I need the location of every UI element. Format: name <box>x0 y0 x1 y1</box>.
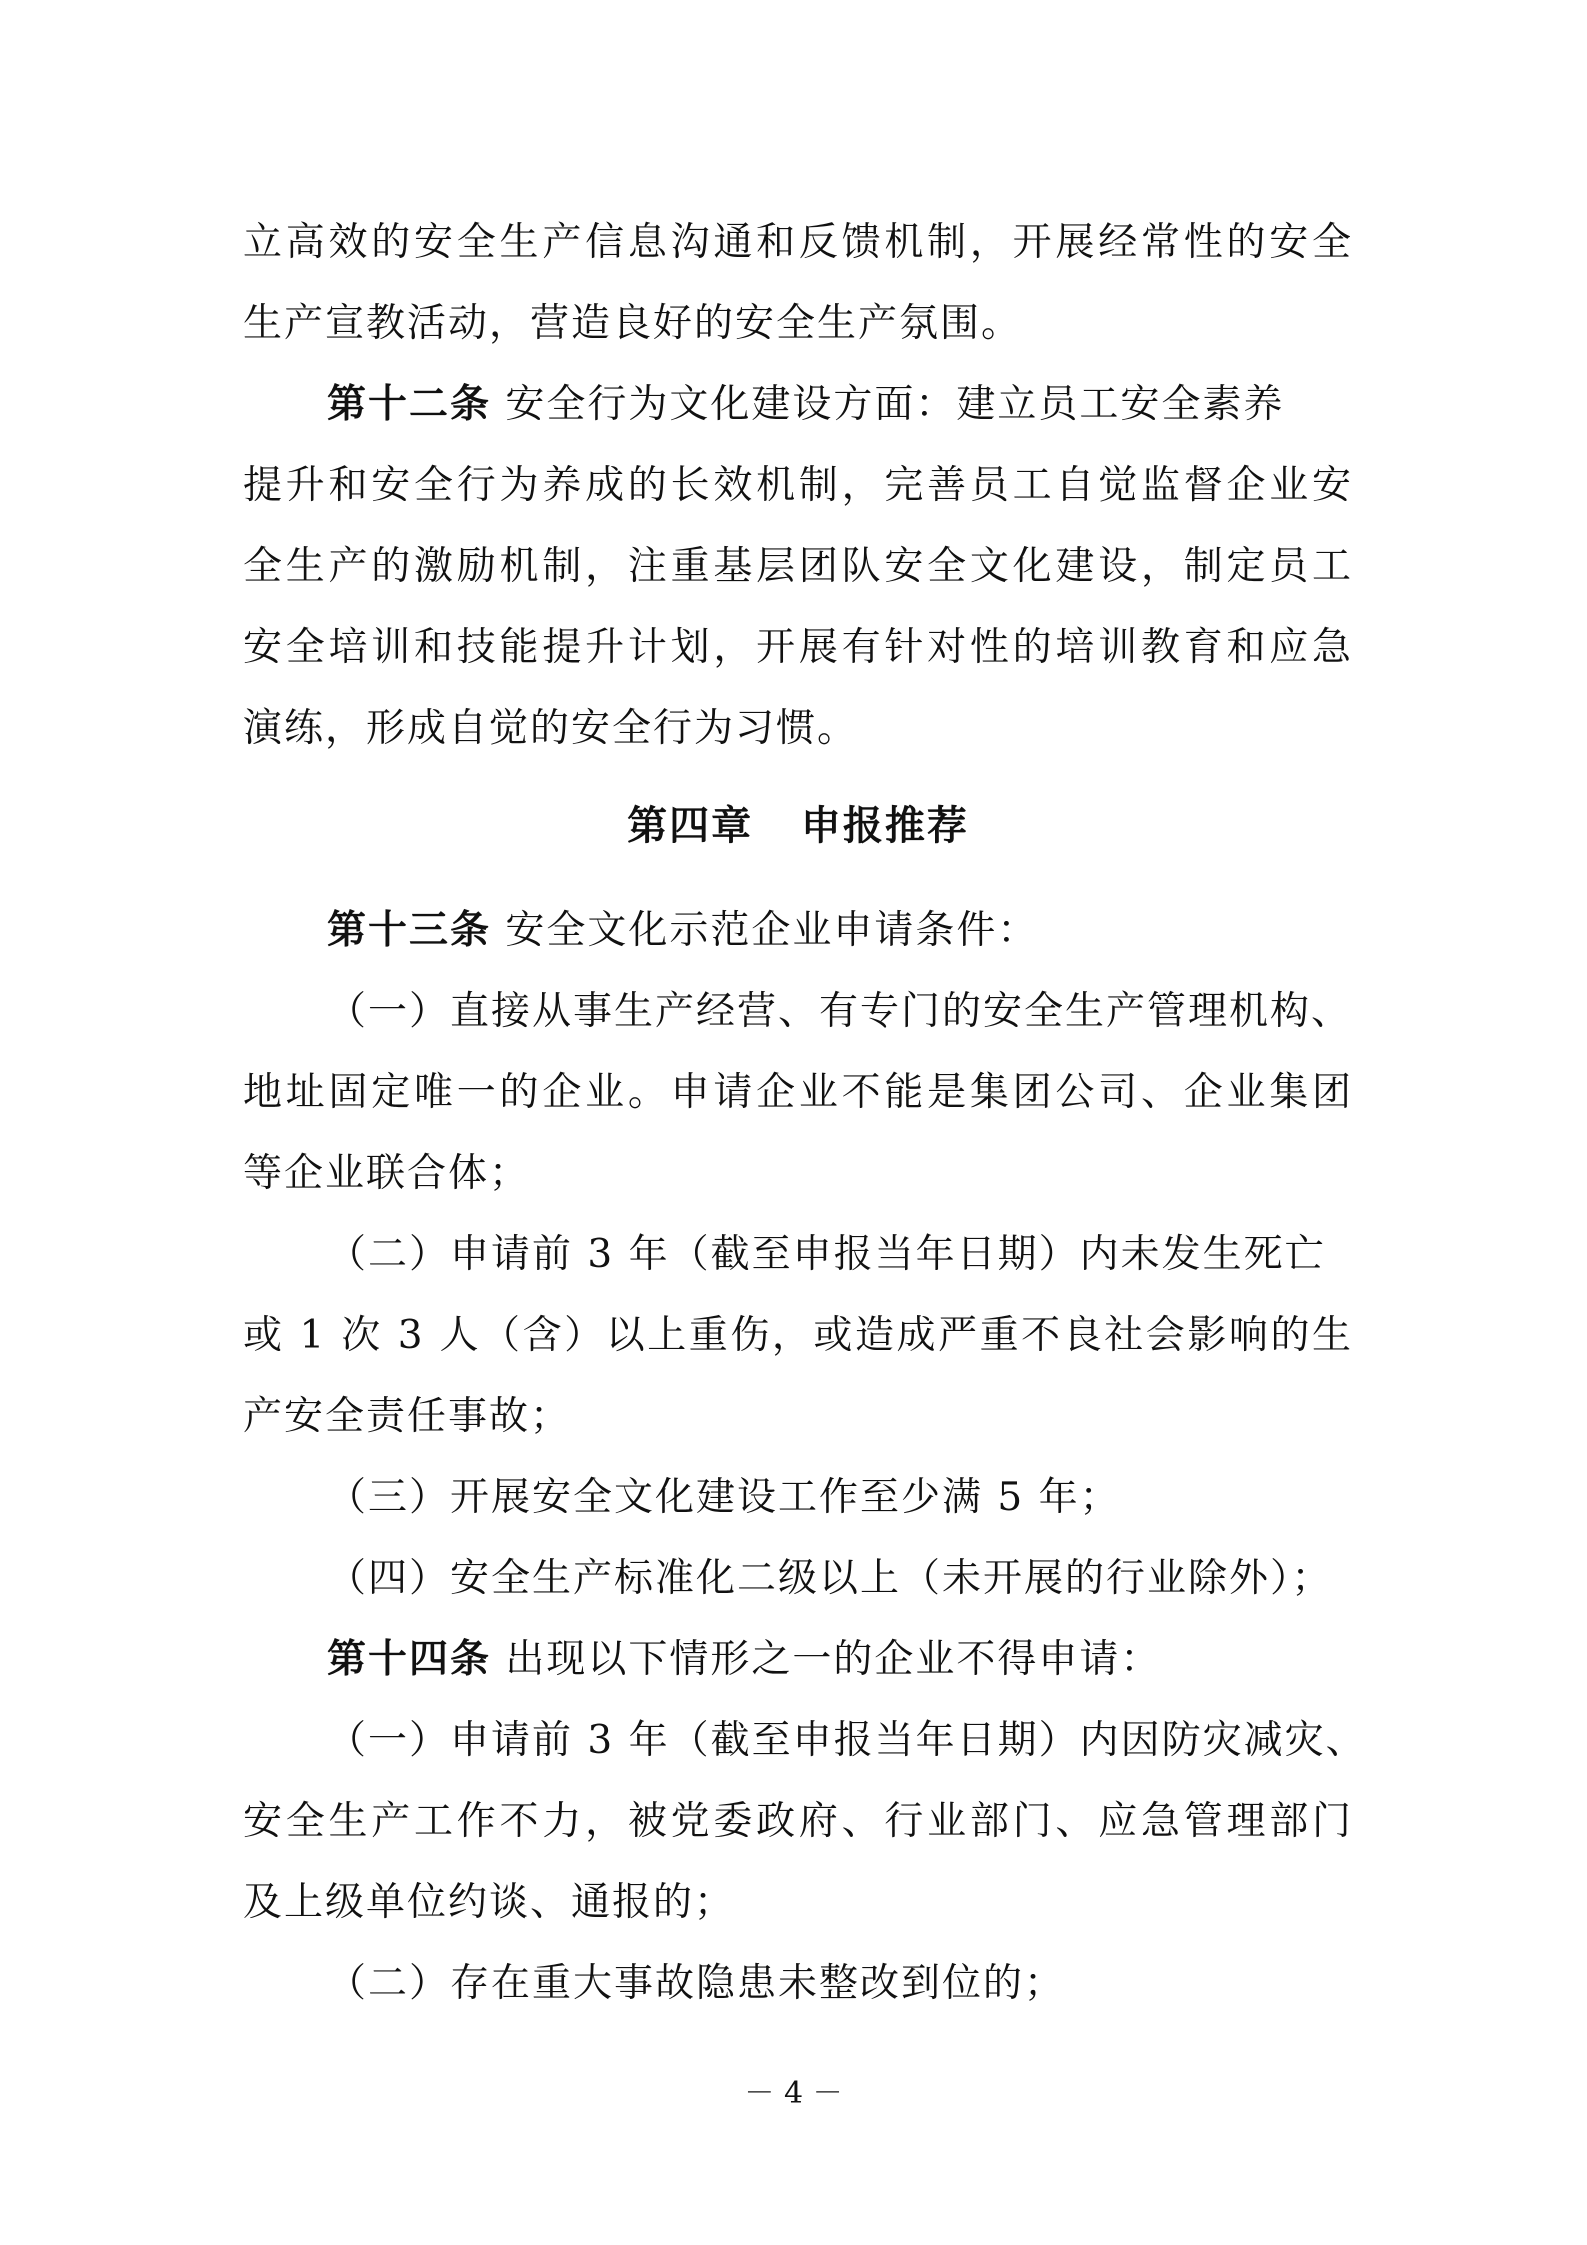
article-11-tail <box>243 202 1353 364</box>
paragraph-line: 提升和安全行为养成的长效机制，完善员工自觉监督企业安 <box>243 463 1353 508</box>
paragraph-line: 或 1 次 3 人（含）以上重伤，或造成严重不良社会影响的生 <box>243 1313 1353 1358</box>
chapter-heading <box>243 786 1353 867</box>
article-14-first-line <box>243 1619 1353 1700</box>
paragraph-line: 及上级单位约谈、通报的； <box>243 1880 736 1925</box>
paragraph-line: 生产宣教活动，营造良好的安全生产氛围。 <box>243 301 1023 346</box>
article-13-first-line <box>243 890 1353 971</box>
article-12-label: 第十二条 <box>327 382 492 427</box>
paragraph-line: 等企业联合体； <box>243 1151 531 1196</box>
article-13 <box>243 890 1353 1619</box>
article-12-text: 安全行为文化建设方面：建立员工安全素养 <box>505 382 1285 427</box>
paragraph-line: 全生产的激励机制，注重基层团队安全文化建设，制定员工 <box>243 544 1353 589</box>
paragraph-line: （一）申请前 3 年（截至申报当年日期）内因防灾减灾、 <box>327 1718 1367 1763</box>
paragraph-line: 安全生产工作不力，被党委政府、行业部门、应急管理部门 <box>243 1799 1353 1844</box>
article-13-text: 安全文化示范企业申请条件： <box>505 908 1039 953</box>
paragraph-line: 安全培训和技能提升计划，开展有针对性的培训教育和应急 <box>243 625 1353 670</box>
article-14-label: 第十四条 <box>327 1637 492 1682</box>
paragraph-line: （二）存在重大事故隐患未整改到位的； <box>327 1961 1066 2006</box>
paragraph-line: （四）安全生产标准化二级以上（未开展的行业除外）； <box>327 1556 1333 1601</box>
page-number: － 4 － <box>744 2076 843 2111</box>
article-14-text: 出现以下情形之一的企业不得申请： <box>505 1637 1162 1682</box>
article-12-first-line <box>243 364 1353 445</box>
article-14 <box>243 1619 1367 2024</box>
paragraph-line: 地址固定唯一的企业。申请企业不能是集团公司、企业集团 <box>243 1070 1353 1115</box>
article-13-label: 第十三条 <box>327 908 492 953</box>
paragraph-line: （一）直接从事生产经营、有专门的安全生产管理机构、 <box>327 989 1353 1034</box>
paragraph-line: 立高效的安全生产信息沟通和反馈机制，开展经常性的安全 <box>243 220 1353 265</box>
paragraph-line: （二）申请前 3 年（截至申报当年日期）内未发生死亡 <box>327 1232 1326 1277</box>
paragraph-line: （三）开展安全文化建设工作至少满 5 年； <box>327 1475 1121 1520</box>
chapter-number: 第四章 <box>627 803 754 849</box>
paragraph-line: 产安全责任事故； <box>243 1394 572 1439</box>
chapter-title: 申报推荐 <box>800 803 969 849</box>
article-12 <box>243 364 1353 769</box>
paragraph-line: 演练，形成自觉的安全行为习惯。 <box>243 706 859 751</box>
